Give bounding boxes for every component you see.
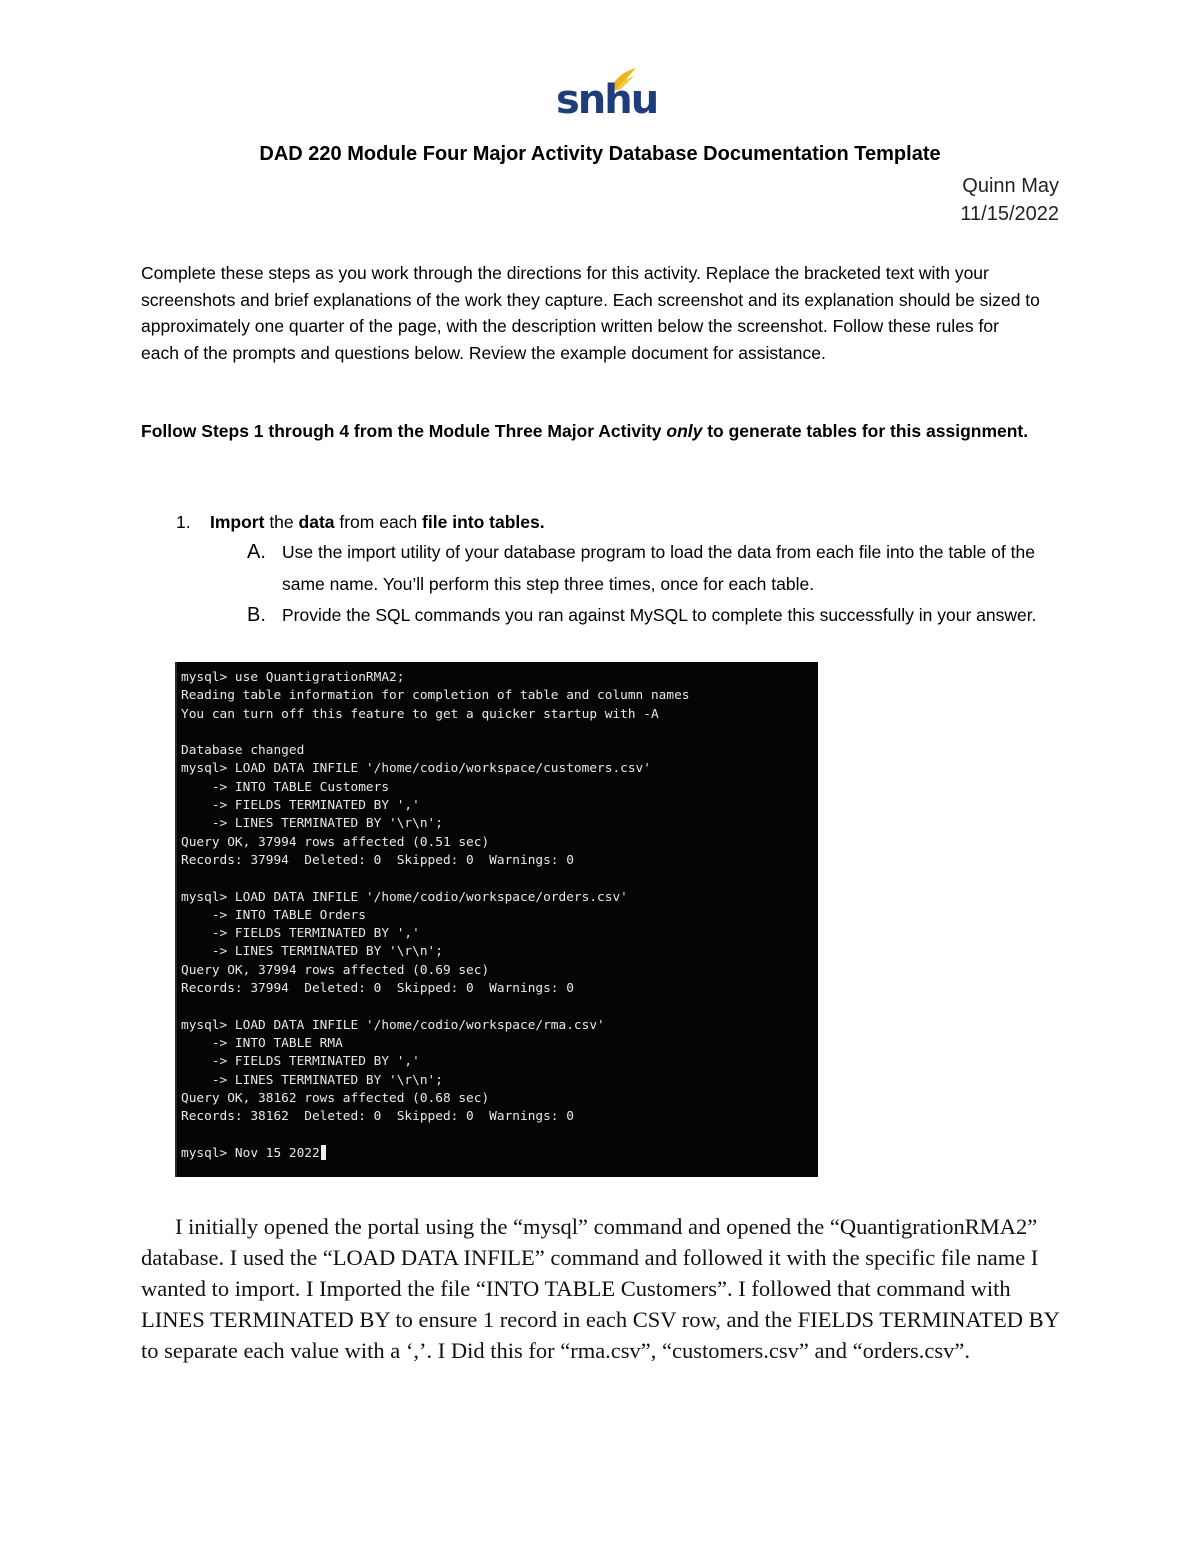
terminal-line: Query OK, 37994 rows affected (0.51 sec) <box>181 834 490 850</box>
document-title: DAD 220 Module Four Major Activity Database Documentation Template <box>259 143 941 165</box>
sub-step-a <box>247 537 1057 600</box>
sub-step-text: Provide the SQL commands you ran against MySQL to complete this successfully in your answer. <box>282 605 1037 625</box>
intro-paragraph: Complete these steps as you work through the directions for this activity. Replace the bracketed text with your screenshots and brief explanations of the work they capture. Each screenshot and its explanation should be sized to approximately one quarter of the page, with the description written below the screenshot. Follow these rules for each of the prompts and questions below. Review the example document for assistance. <box>141 263 1040 363</box>
terminal-line: -> FIELDS TERMINATED BY ',' <box>181 798 420 814</box>
terminal-line: Reading table information for completion of table and column names <box>181 688 690 704</box>
terminal-screenshot <box>175 662 818 1177</box>
terminal-line: Records: 38162 Deleted: 0 Skipped: 0 Warnings: 0 <box>181 1109 574 1125</box>
terminal-output <box>181 669 690 1163</box>
sub-step-text: Use the import utility of your database program to load the data from each file into the table of the same name. You’ll perform this step three times, once for each table. <box>282 542 1035 594</box>
terminal-line <box>181 998 690 1016</box>
follow-emphasis: only <box>666 421 703 441</box>
terminal-line: -> LINES TERMINATED BY '\r\n'; <box>181 944 443 960</box>
document-date: 11/15/2022 <box>960 203 1059 225</box>
terminal-line: -> INTO TABLE Customers <box>181 779 390 795</box>
terminal-line: Records: 37994 Deleted: 0 Skipped: 0 Warnings: 0 <box>181 852 574 868</box>
step-text: from each <box>334 512 423 532</box>
step-1-heading <box>176 508 545 536</box>
terminal-line: -> FIELDS TERMINATED BY ',' <box>181 926 420 942</box>
terminal-line: mysql> LOAD DATA INFILE '/home/codio/workspace/customers.csv' <box>181 761 651 777</box>
author-name: Quinn May <box>962 175 1059 197</box>
terminal-line <box>181 870 690 888</box>
explanation-paragraph <box>141 1211 1061 1366</box>
step-word-import: Import <box>210 512 265 532</box>
sub-step-letter: B. <box>247 604 266 626</box>
step-word-data: data <box>298 512 335 532</box>
terminal-line: -> LINES TERMINATED BY '\r\n'; <box>181 816 443 832</box>
terminal-line: Query OK, 38162 rows affected (0.68 sec) <box>181 1090 490 1106</box>
explanation-text: I initially opened the portal using the “mysql” command and opened the “QuantigrationRMA2” database. I used the “LOAD DATA INFILE” command and followed it with the specific file name I wanted to import. I Imported the file “INTO TABLE Customers”. I followed that command with LINES TERMINATED BY to ensure 1 record in each CSV row, and the FIELDS TERMINATED BY to separate each value with a ‘,’. I Did this for “rma.csv”, “customers.csv” and “orders.csv”. <box>141 1214 1060 1363</box>
follow-text-start: Follow Steps 1 through 4 from the Module Three Major Activity <box>141 421 667 441</box>
terminal-last-line: mysql> Nov 15 2022 <box>181 1145 320 1161</box>
terminal-line: -> INTO TABLE Orders <box>181 907 366 923</box>
terminal-line: Records: 37994 Deleted: 0 Skipped: 0 Warnings: 0 <box>181 981 574 997</box>
follow-steps-instruction <box>141 416 1041 447</box>
terminal-line: Database changed <box>181 743 305 759</box>
step-word-file: file <box>422 512 448 532</box>
sub-step-b <box>247 600 1057 632</box>
sub-step-letter: A. <box>247 541 266 563</box>
terminal-line: You can turn off this feature to get a quicker startup with -A <box>181 706 659 722</box>
step-text: the <box>264 512 299 532</box>
terminal-line: mysql> use QuantigrationRMA2; <box>181 670 405 685</box>
step-word-tables: into tables. <box>447 512 545 532</box>
terminal-line: mysql> LOAD DATA INFILE '/home/codio/workspace/rma.csv' <box>181 1017 605 1033</box>
terminal-prompt-line <box>181 1145 690 1163</box>
terminal-line: -> FIELDS TERMINATED BY ',' <box>181 1054 420 1070</box>
terminal-line <box>181 1126 690 1144</box>
follow-text-end: to generate tables for this assignment. <box>702 421 1029 441</box>
terminal-line: Query OK, 37994 rows affected (0.69 sec) <box>181 962 490 978</box>
terminal-line: -> INTO TABLE RMA <box>181 1035 343 1051</box>
terminal-line: -> LINES TERMINATED BY '\r\n'; <box>181 1072 443 1088</box>
logo-wordmark: snhu <box>556 77 658 123</box>
terminal-line <box>181 724 690 742</box>
terminal-cursor <box>321 1145 326 1160</box>
snhu-logo <box>556 66 658 124</box>
terminal-line: mysql> LOAD DATA INFILE '/home/codio/workspace/orders.csv' <box>181 889 628 905</box>
step-number: 1. <box>176 512 191 532</box>
